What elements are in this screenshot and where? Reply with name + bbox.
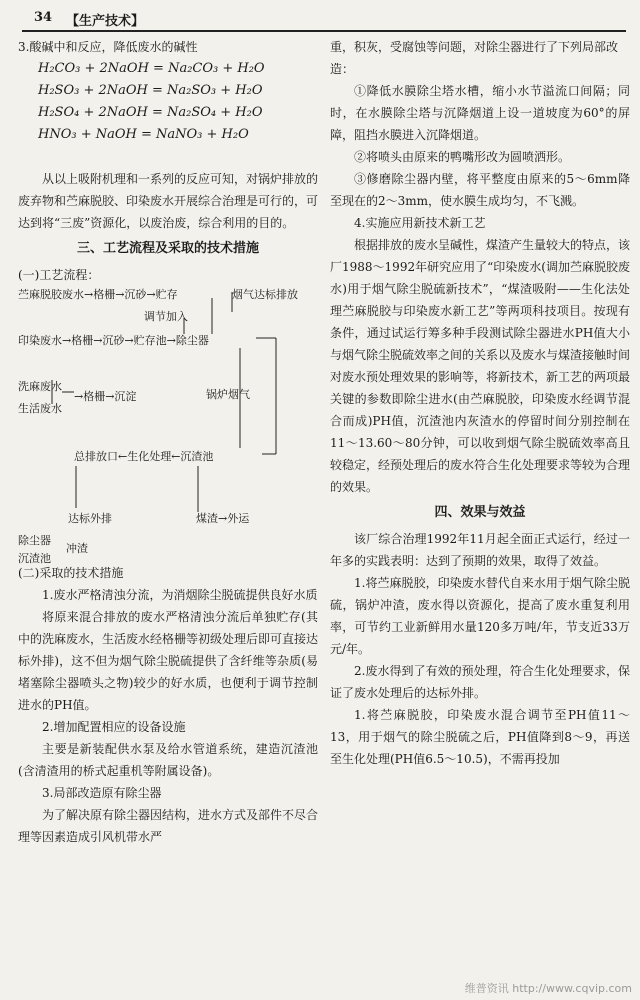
flow-row3: 印染废水→格栅→沉砂→贮存池→除尘器 xyxy=(18,334,209,347)
left-column xyxy=(18,36,318,848)
flow-row1: 苎麻脱胶废水→格栅→沉砂→贮存 xyxy=(18,288,178,301)
flow-row-bottom: 总排放口←生化处理←沉渣池 xyxy=(74,450,214,463)
measure-3-continued: 重，积灰，受腐蚀等问题，对除尘器进行了下列局部改造： xyxy=(330,40,619,76)
flow-adjust: 调节加入 xyxy=(144,310,188,323)
flow-domestic: 生活废水 xyxy=(18,402,62,415)
page-number: 34 xyxy=(34,10,53,25)
equation-1: H₂CO₃ + 2NaOH = Na₂CO₃ + H₂O xyxy=(38,61,265,76)
header-rule xyxy=(22,30,626,32)
process-flow-diagram xyxy=(18,286,318,565)
page-header xyxy=(22,6,626,30)
subsection-2: (二)采取的技术措施 xyxy=(18,566,124,580)
retrofit-3: ③修磨除尘器内壁，将平整度由原来的5～6mm降至现在的2～3mm，使水膜生成均匀，不飞溅。 xyxy=(330,172,630,208)
right-column xyxy=(330,36,630,770)
measure-3-body: 为了解决原有除尘器因结构，进水方式及部件不尽合理等因素造成引风机带水严 xyxy=(18,808,319,844)
equation-4: HNO₃ + NaOH = NaNO₃ + H₂O xyxy=(38,127,249,142)
section4-heading: 四、效果与效益 xyxy=(434,505,526,520)
summary-paragraph: 从以上吸附机理和一系列的反应可知，对锅炉排放的废弃物和苎麻脱胶、印染废水开展综合治理是可行的，可达到将“三废”资源化，以废治废，综合利用的目的。 xyxy=(18,172,319,230)
flow-discharge: 达标外排 xyxy=(68,512,112,525)
equation-2: H₂SO₃ + 2NaOH = Na₂SO₃ + H₂O xyxy=(38,83,263,98)
retrofit-2: ②将喷头由原来的鸭嘴形改为圆喷洒形。 xyxy=(354,150,571,164)
measure-2-title: 2.增加配置相应的设备设施 xyxy=(42,720,186,734)
effect-2: 2.废水得到了有效的预处理，符合生化处理要求，保证了废水处理后的达标外排。 xyxy=(330,664,630,700)
measure-2-body: 主要是新装配供水泵及给水管道系统，建造沉渣池(含清渣用的桥式起重机等附属设备)。 xyxy=(18,742,318,778)
flow-wash: 洗麻废水 xyxy=(18,380,62,393)
flow-flush-slag: 冲渣 xyxy=(66,542,88,555)
flow-dust-collector: 除尘器 xyxy=(18,534,51,547)
measure-4-body: 根据排放的废水呈碱性，煤渣产生量较大的特点，该厂1988～1992年研究应用了“印染废水(调加苎麻脱胶废水)用于烟气除尘脱硫新技术”，“煤渣吸附——生化法处理苎麻脱胶与印染废水新工艺”等两项科技项目。按现有条件，通过试运行筹多种手段测试除尘器进水PH值大小与烟气除尘脱硫效率之间的关系以及废水与煤渣接触时间对废水预处理效果的影响等，将新技术，新工艺的两项最关键的参数即除尘进水(由苎麻脱胶，印染废水经调节混合而成)PH值，沉渣池内灰渣水的停留时间分别控制在11～13.60～80分钟，可以收到烟气除尘脱硫效率高且较稳定，经预处理后的废水符合生化处理要求等较为合理的效果。 xyxy=(330,238,631,494)
measure-1-body: 将原来混合排放的废水严格清浊分流后单独贮存(其中的洗麻废水，生活废水经格栅等初级处理后即可直接达标外排)，这不但为烟气除尘脱硫提供了含纤维等杂质(易堵塞除尘器喷头之物)较少的好水质，也便利于调节控制进水的PH值。 xyxy=(18,610,319,712)
item3-title: 3.酸碱中和反应，降低废水的碱性 xyxy=(18,40,198,54)
watermark: 维普资讯 http://www.cqvip.com xyxy=(464,982,632,995)
flow-slag-pool: 沉渣池 xyxy=(18,552,51,565)
measure-1-title: 1.废水严格清浊分流，为消烟除尘脱硫提供良好水质 xyxy=(42,588,318,602)
measure-3-title: 3.局部改造原有除尘器 xyxy=(42,786,162,800)
flow-boiler-gas: 锅炉烟气 xyxy=(206,388,250,401)
measure-4-title: 4.实施应用新技术新工艺 xyxy=(354,216,486,230)
subsection-1: (一)工艺流程： xyxy=(18,268,100,282)
equation-3: H₂SO₄ + 2NaOH = Na₂SO₄ + H₂O xyxy=(38,105,263,120)
effect-2-detail: 1.将苎麻脱胶，印染废水混合调节至PH值11～13，用于烟气的除尘脱硫之后，PH值降到8～9，再送至生化处理(PH值6.5～10.5)，不需再投加 xyxy=(330,708,630,766)
effect-1: 1.将苎麻脱胶，印染废水替代自来水用于烟气除尘脱硫，锅炉冲渣，废水得以资源化，提高了废水重复利用率，可节约工业新鲜用水量120多万吨/年，节支近33万元/年。 xyxy=(330,576,630,656)
section3-heading: 三、工艺流程及采取的技术措施 xyxy=(76,241,259,256)
effect-intro: 该厂综合治理1992年11月起全面正式运行，经过一年多的实践表明：达到了预期的效果，取得了效益。 xyxy=(330,532,630,568)
flow-slag: 煤渣→外运 xyxy=(196,512,250,525)
retrofit-1: ①降低水膜除尘塔水槽，缩小水节溢流口间隔；同时，在水膜除尘塔与沉降烟道上设一道坡度为60°的屏障，阻挡水膜进入沉降烟道。 xyxy=(330,84,630,142)
flow-exhaust-top: 烟气达标排放 xyxy=(232,288,298,301)
section-label: 【生产技术】 xyxy=(66,14,145,29)
flow-grid-settle: →格栅→沉淀 xyxy=(74,390,137,403)
